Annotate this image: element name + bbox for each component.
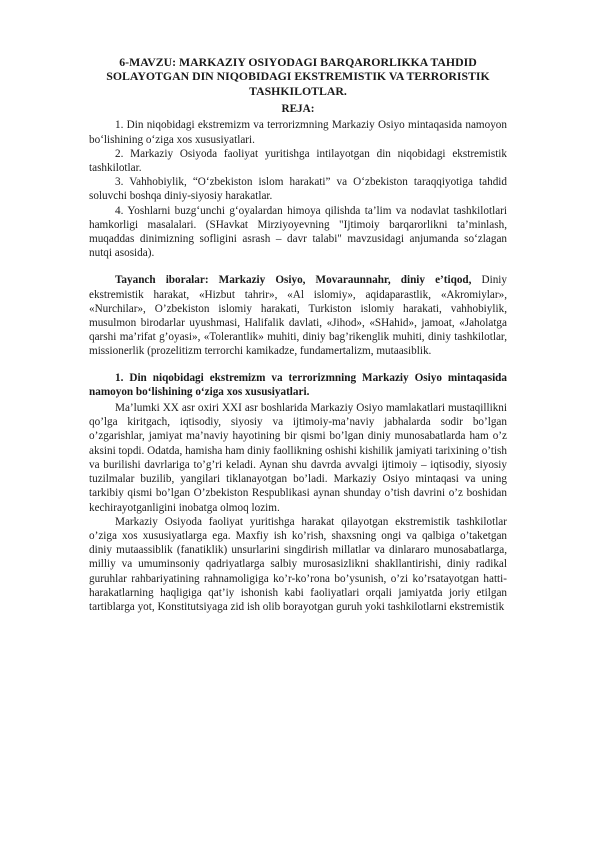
spacer xyxy=(89,260,507,273)
plan-item: 3. Vahhobiylik, “O‘zbekiston islom harakati” va O‘zbekiston taraqqiyotiga tahdid soluvchi boshqa diniy-siyosiy harakatlar. xyxy=(89,176,507,203)
plan-item: 1. Din niqobidagi ekstremizm va terrorizmning Markaziy Osiyo mintaqasida namoyon bo‘lishining o‘ziga xos xususiyatlari. xyxy=(89,119,507,146)
body-paragraph: Ma’lumki XX asr oxiri XXI asr boshlarida Markaziy Osiyo mamlakatlari mustaqillikni qo’lga kiritgach, iqtisodiy, siyosiy va ijtimoiy-ma’naviy jabhalarda sodir bo’lgan o’zgarishlar, jamiyat ma’naviy hayotining bir qismi bo’lgan diniy munosabatlarda ham o’z aksini topdi. Odatda, hamisha ham diniy faollikning oshishi kishilik jamiyati tarixining o’tish va burilishi davrlariga to’g’ri keladi. Aynan shu davrda avvalgi ijtimoiy – iqtisodiy, siyosiy tuzilmalar buzilib, yangilari tiklanayotgan bo’ladi. Markaziy Osiyo mintaqasi va uning tarkibiy qismi bo’lgan O’zbekiston Respublikasi aynan shunday o’tish davrini o’z boshidan kechirayotganligini inobatga olmoq lozim. xyxy=(89,402,507,514)
plan-heading: REJA: xyxy=(281,103,315,116)
plan-item: 4. Yoshlarni buzg‘unchi g‘oyalardan himoya qilishda ta’lim va nodavlat tashkilotlari hamkorligi masalalari. (SHavkat Mirziyoyevning "Ijtimoiy barqarorlikni ta’minlash, muqaddas dinimizning sofligini asrash – davr talabi" mavzusidagi anjumanda so‘zlagan nutqi asosida). xyxy=(89,204,507,260)
plan-item: 2. Markaziy Osiyoda faoliyat yuritishga intilayotgan din niqobidagi ekstremistik tashkilotlar. xyxy=(89,147,507,175)
keywords-paragraph xyxy=(89,273,507,358)
spacer xyxy=(89,359,507,371)
keywords-label: Tayanch iboralar: Markaziy Osiyo, Movaraunnahr, diniy e’tiqod, xyxy=(115,274,472,287)
document-title: 6-MAVZU: MARKAZIY OSIYODAGI BARQARORLIKKA TAHDID SOLAYOTGAN DIN NIQOBIDAGI EKSTREMISTIK VA TERRORISTIK TASHKILOTLAR. xyxy=(106,55,490,98)
body-paragraph: Markaziy Osiyoda faoliyat yuritishga harakat qilayotgan ekstremistik tashkilotlar o’ziga xos xususiyatlarga ega. Maxfiy ish ko’rish, shaxsning ongi va qalbiga o’taketgan diniy mutaassiblik (fanatiklik) unsurlarini singdirish millatlar va dinlararo munosabatlarga, milliy va umuminsoniy qadriyatlarga salbiy murosasizlikni shakllantirishi, diniy radikal guruhlar rahbariyatining rahnamoligiga ko’r-ko’rona bo’ysunish, o’zi ko’rsatayotgan hatti-harakatlarning haqligiga qat’iy ishonish kabi faoliyatlari orqali jamiyatda joriy etilgan tartiblarga yot, Konstitutsiyaga zid ish olib borayotgan guruh yoki tashkilotlarni ekstremistik xyxy=(89,515,507,613)
keywords-text: Diniy ekstremistik harakat, «Hizbut tahrir», «Al islomiy», aqidaparastlik, «Akromiylar», «Nurchilar», O’zbekiston islomiy harakati, Turkiston islomiy harakati, vahhobiylik, musulmon birodarlar uyushmasi, Halifalik davlati, «Jihod», «SHahid», jamoat, «Jaholatga qarshi ma’rifat g’oyasi», «Tolerantlik» muhiti, diniy bag’rikenglik muhiti, diniy tashkilotlar, missionerlik (prozelitizm terrorchi kamikadze, fundamertalizm, mutaasiblik. xyxy=(89,274,507,358)
section-heading: 1. Din niqobidagi ekstremizm va terrorizmning Markaziy Osiyo mintaqasida namoyon bo‘lishining o‘ziga xos xususiyatlari. xyxy=(89,371,507,398)
